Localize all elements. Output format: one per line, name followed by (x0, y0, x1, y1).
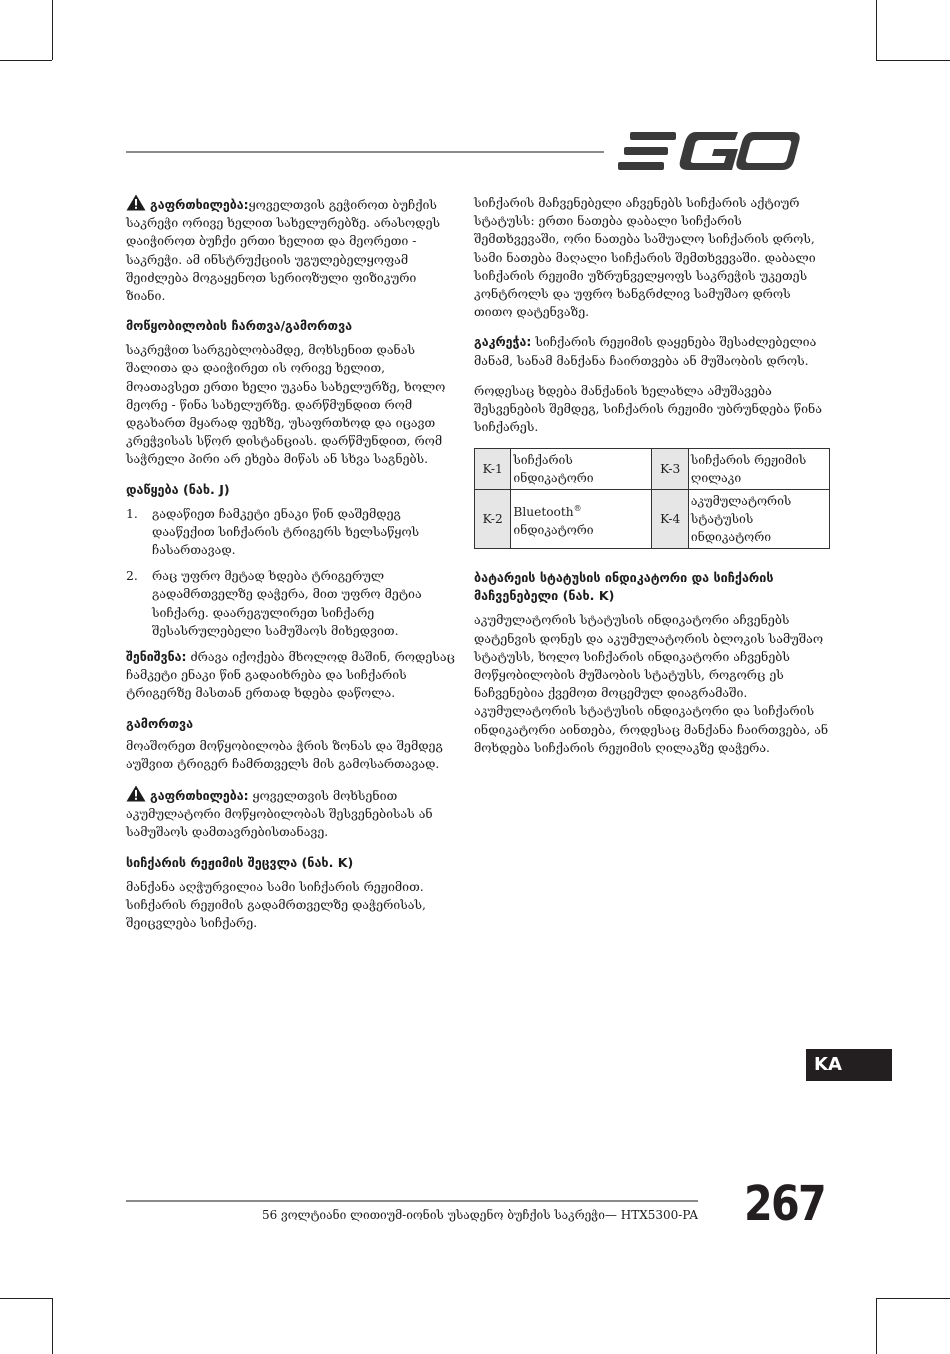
registered-mark: ® (573, 503, 582, 513)
section-heading: ბატარეის სტატუსის ინდიკატორი და სიჩქარის მაჩვენებელი (ნახ. K) (474, 570, 774, 604)
crop-mark (0, 60, 52, 61)
warning-triangle-icon (126, 785, 146, 802)
body-paragraph: სიჩქარის მაჩვენებელი აჩვენებს სიჩქარის აქტიურ სტატუსს: ერთი ნათება დაბალი სიჩქარის შემთხვევაში, ორი ნათება საშუალო სიჩქარის დროს, სამი ნათება მაღალი სიჩქარის შემთხვევაში. დაბალი სიჩქარის რეჟიმი უზრუნველყოფს საკრეჭის უკეთეს კონტროლს და უფრო ხანგრძლივ სამუშაო დროს თითო დატენვაზე. (474, 195, 816, 320)
list-item (126, 505, 456, 560)
table-row (475, 490, 830, 549)
legend-key: K-3 (652, 449, 688, 490)
body-paragraph: აკუმულატორის სტატუსის ინდიკატორი აჩვენებს დატენვის დონეს და აკუმულატორის ბლოკის სამუშაო სტატუსს, ხოლო სიჩქარის ინდიკატორი აჩვენებს მოწყობილობის მუშაობის სტატუსს, როგორც ეს ნაჩვენებია ქვემოთ მოცემულ დიაგრამაში. აკუმულატორის სტატუსის ინდიკატორი და სიჩქარის ინდიკატორი აინთება, როდესაც მანქანა ჩაირთვება, ან მოხდება სიჩქარის რეჟიმის ღილაკზე დაჭერა. (474, 612, 829, 755)
footer-text: 56 ვოლტიანი ლითიუმ-იონის უსადენო ბუჩქის საკრეჭი— HTX5300-PA (261, 1208, 698, 1222)
left-column (126, 194, 456, 944)
body-paragraph: როდესაც ხდება მანქანის ხელახლა ამუშავება შესვენების შემდეგ, სიჩქარის რეჟიმი უბრუნდება წინა სიჩქარეს. (474, 382, 822, 435)
legend-value: სიჩქარის რეჟიმის ღილაკი (688, 449, 829, 490)
language-tab: KA (806, 1049, 892, 1081)
right-column (474, 194, 830, 769)
header-rule (126, 151, 604, 153)
warning-label: გაფრთხილება: (150, 788, 249, 804)
warning-paragraph (126, 194, 456, 305)
step-number: 2. (126, 568, 138, 584)
table-row (475, 449, 830, 490)
step-text: რაც უფრო მეტად ხდება ტრიგერულ გადამრთველზე დაჭერა, მით უფრო მეტია სიჩქარე. დაარეგულირეთ სიჩქარე შესასრულებელი სამუშაოს მიხედვით. (152, 568, 422, 638)
section-heading: დაწყება (ნახ. J) (126, 481, 230, 497)
crop-mark (876, 1298, 877, 1354)
footer-rule (126, 1200, 698, 1202)
crop-mark (876, 1298, 950, 1299)
step-text: გადაწიეთ ჩამკეტი ენაკი წინ დაშემდეგ დააწექით სიჩქარის ტრიგერს ხელსაწყოს ჩასართავად. (152, 505, 420, 558)
legend-key: K-4 (652, 490, 688, 549)
crop-mark (52, 1298, 53, 1354)
indicator-label: ინდიკატორი (513, 522, 594, 537)
body-paragraph: მანქანა აღჭურვილია სამი სიჩქარის რეჟიმით. სიჩქარის რეჟიმის გადამრთველზე დაჭერისას, შეიცვლება სიჩქარე. (126, 878, 426, 931)
ego-logo (616, 128, 802, 174)
legend-value: სიჩქარის ინდიკატორი (511, 449, 652, 490)
list-item (126, 567, 456, 640)
legend-table (474, 448, 830, 549)
steps-list (126, 505, 456, 640)
crop-mark (52, 0, 53, 60)
note-text: ძრავა იქოქება მხოლოდ მაშინ, როდესაც ჩამკეტი ენაკი წინ გადაიხრება და სიჩქარის ტრიგერზე მასთან ერთად ხდება დაწოლა. (126, 649, 455, 701)
body-paragraph: მოაშორეთ მოწყობილობა ჭრის ზონას და შემდეგ აუშვით ტრიგერ ჩამრთველს მის გამოსართავად. (126, 737, 443, 771)
tip-text: სიჩქარის რეჟიმის დაყენება შესაძლებელია მანამ, სანამ მანქანა ჩაირთვება ან მუშაობის დროს. (474, 334, 817, 368)
page-number: 267 (744, 1176, 826, 1232)
note-paragraph (126, 648, 456, 703)
bluetooth-label: Bluetooth (513, 504, 574, 519)
warning-text: ყოველთვის გეჭიროთ ბუჩქის საკრეჭი ორივე ხელით სახელურებზე. არასოდეს დაიჭიროთ ბუჩქი ერთი ხელით და მეორეთი - საკრეჭი. ამ ინსტრუქციის უგულებელყოფამ შეიძლება მოგაყენოთ სერიოზული ფიზიკური ზიანი. (126, 197, 441, 304)
legend-key: K-2 (475, 490, 511, 549)
section-heading: მოწყობილობის ჩართვა/გამორთვა (126, 318, 353, 334)
legend-key: K-1 (475, 449, 511, 490)
crop-mark (0, 1298, 52, 1299)
warning-paragraph (126, 785, 456, 842)
crop-mark (876, 60, 950, 61)
warning-label: გაფრთხილება: (150, 197, 249, 212)
warning-text: ყოველთვის მოხსენით აკუმულატორი მოწყობილობას შესვენებისას ან სამუშაოს დამთავრებისთანავე. (126, 788, 433, 840)
step-number: 1. (126, 505, 138, 521)
tip-label: გაკრეჭა: (474, 334, 532, 350)
section-heading: სიჩქარის რეჟიმის შეცვლა (ნახ. K) (126, 854, 354, 870)
tip-paragraph (474, 333, 830, 369)
legend-value (511, 490, 652, 549)
section-heading: გამორთვა (126, 715, 194, 731)
note-label: შენიშვნა: (126, 649, 187, 665)
body-paragraph: საკრეჭით სარგებლობამდე, მოხსენით დანას შალითა და დაიჭირეთ ის ორივე ხელით, მოათავსეთ ერთი ხელი უკანა სახელურზე, ხოლო მეორე - წინა სახელურზე. დარწმუნდით რომ დგახართ მყარად ფეხზე, უსაფრთხოდ და იცავთ კრეჭვისას სწორ დისტანციას. დარწმუნდით, რომ საჭრელი პირი არ ეხება მიწას ან სხვა საგნებს. (126, 342, 446, 467)
warning-triangle-icon (126, 194, 146, 211)
crop-mark (876, 0, 877, 60)
legend-value: აკუმულატორის სტატუსის ინდიკატორი (688, 490, 829, 549)
